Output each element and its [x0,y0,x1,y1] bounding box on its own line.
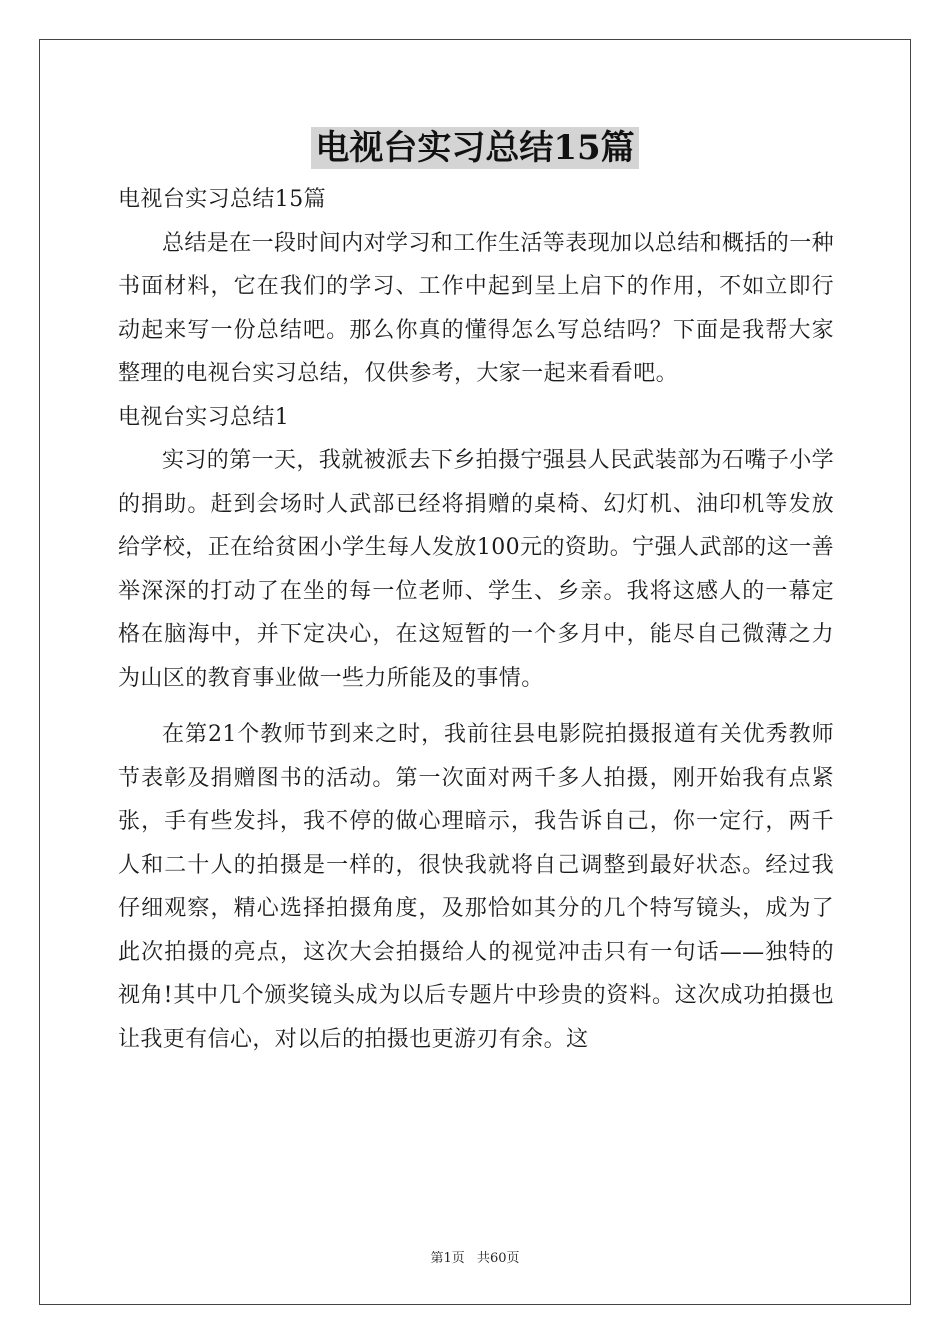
body-paragraph: 实习的第一天，我就被派去下乡拍摄宁强县人民武装部为石嘴子小学的捐助。赶到会场时人武部已经将捐赠的桌椅、幻灯机、油印机等发放给学校，正在给贫困小学生每人发放100元的资助。宁强人武部的这一善举深深的打动了在坐的每一位老师、学生、乡亲。我将这感人的一幕定格在脑海中，并下定决心，在这短暂的一个多月中，能尽自己微薄之力为山区的教育事业做一些力所能及的事情。 [118,448,835,691]
body-paragraph: 在第21个教师节到来之时，我前往县电影院拍摄报道有关优秀教师节表彰及捐赠图书的活动。第一次面对两千多人拍摄，刚开始我有点紧张，手有些发抖，我不停的做心理暗示，我告诉自己，你一定行，两千人和二十人的拍摄是一样的，很快我就将自己调整到最好状态。经过我仔细观察，精心选择拍摄角度，及那恰如其分的几个特写镜头，成为了此次拍摄的亮点，这次大会拍摄给人的视觉冲击只有一句话——独特的视角!其中几个颁奖镜头成为以后专题片中珍贵的资料。这次成功拍摄也让我更有信心，对以后的拍摄也更游刃有余。这 [118,722,834,1052]
total-pages: 共60页 [476,1251,520,1266]
document-body [118,178,834,1061]
intro-paragraph: 总结是在一段时间内对学习和工作生活等表现加以总结和概括的一种书面材料，它在我们的学习、工作中起到呈上启下的作用，不如立即行动起来写一份总结吧。那么你真的懂得怎么写总结吗？下面是我帮大家整理的电视台实习总结，仅供参考，大家一起来看看吧。 [118,230,835,386]
page-number: 第1页 [430,1251,465,1266]
paragraph-spacer [118,700,834,713]
document-subtitle: 电视台实习总结15篇 [118,187,326,212]
page-footer [0,1247,950,1266]
title-container [0,127,950,169]
section-heading: 电视台实习总结1 [118,404,290,430]
document-title: 电视台实习总结15篇 [311,127,638,169]
